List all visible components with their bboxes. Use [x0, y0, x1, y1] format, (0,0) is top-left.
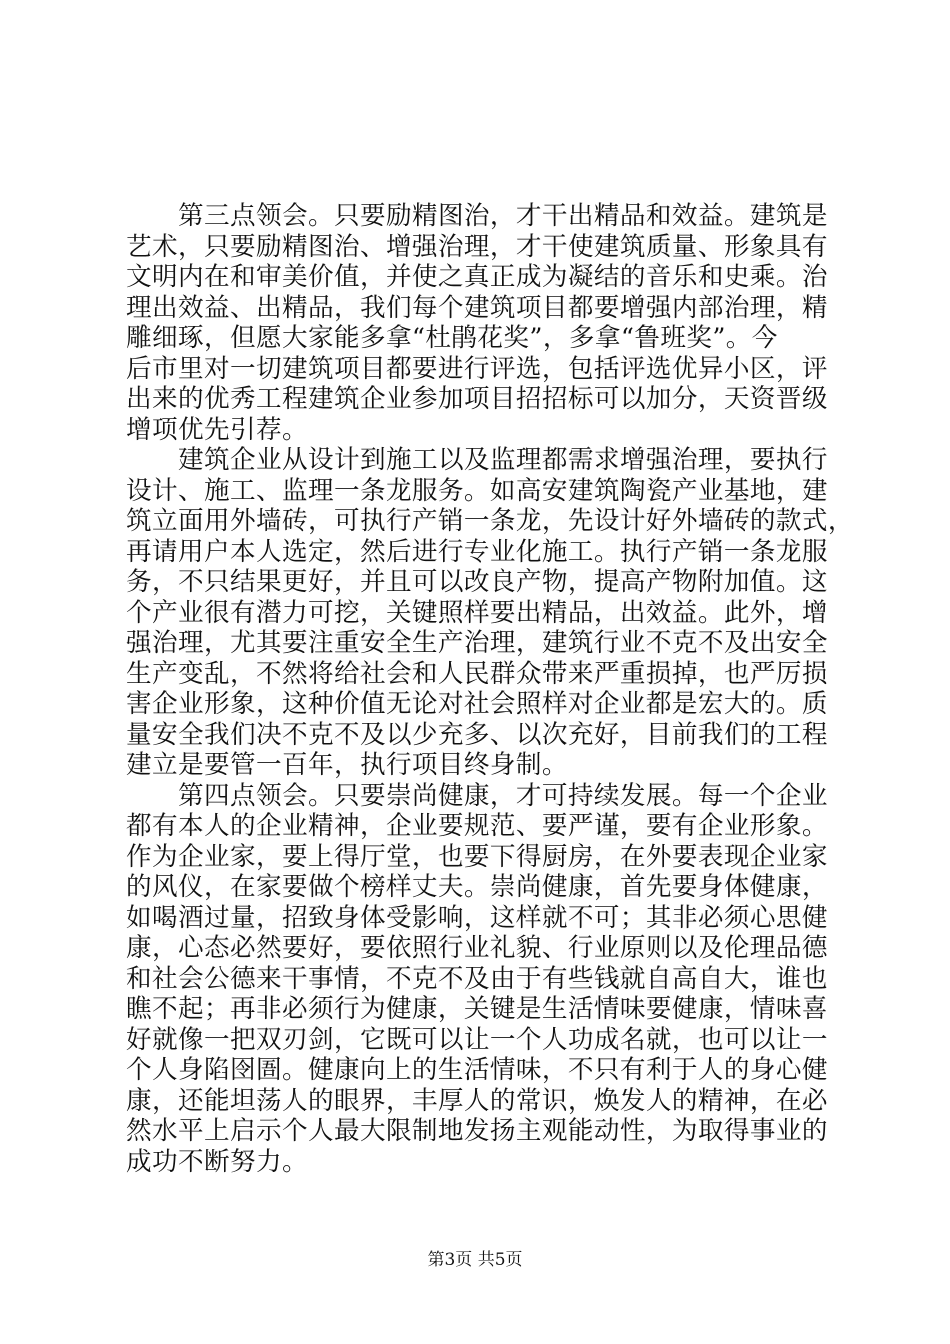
text-line: 康，心态必然要好，要依照行业礼貌、行业原则以及伦理品德: [126, 933, 828, 963]
text-line: 和社会公德来干事情，不克不及由于有些钱就自高自大，谁也: [126, 963, 828, 994]
text-line: 雕细琢，但愿大家能多拿“杜鹃花奖”，多拿“鲁班奖”。今: [126, 323, 778, 353]
text-line: 文明内在和审美价值，并使之真正成为凝结的音乐和史乘。治: [126, 262, 828, 292]
text-line: 都有本人的企业精神，企业要规范、要严谨，要有企业形象。: [126, 811, 828, 841]
text-line: 后市里对一切建筑项目都要进行评选，包括评选优异小区，评: [126, 353, 828, 384]
text-line: 个人身陷囹圄。健康向上的生活情味，不只有利于人的身心健: [126, 1055, 828, 1085]
document-body: [126, 201, 854, 1177]
text-line: 建筑企业从设计到施工以及监理都需求增强治理，要执行: [178, 445, 828, 475]
text-line: 再请用户本人选定，然后进行专业化施工。执行产销一条龙服: [126, 536, 828, 567]
text-line: 的风仪，在家要做个榜样丈夫。崇尚健康，首先要身体健康，: [126, 872, 828, 902]
text-line: 量安全我们决不克不及以少充多、以次充好，目前我们的工程: [126, 719, 828, 750]
text-line: 第三点领会。只要励精图治，才干出精品和效益。建筑是: [178, 201, 828, 231]
text-line: 瞧不起；再非必须行为健康，关键是生活情味要健康，情味喜: [126, 994, 828, 1024]
text-line: 建立是要管一百年，执行项目终身制。: [126, 750, 568, 780]
text-line: 成功不断努力。: [126, 1146, 308, 1177]
text-line: 筑立面用外墙砖，可执行产销一条龙，先设计好外墙砖的款式，: [126, 506, 854, 536]
text-line: 强治理，尤其要注重安全生产治理，建筑行业不克不及出安全: [126, 628, 828, 658]
text-line: 设计、施工、监理一条龙服务。如高安建筑陶瓷产业基地，建: [126, 475, 828, 506]
text-line: 生产变乱，不然将给社会和人民群众带来严重损掉，也严厉损: [126, 658, 828, 689]
text-line: 艺术，只要励精图治、增强治理，才干使建筑质量、形象具有: [126, 231, 828, 262]
page-footer: 第3页 共5页: [427, 1250, 523, 1270]
text-line: 理出效益、出精品，我们每个建筑项目都要增强内部治理，精: [126, 292, 828, 323]
text-line: 好就像一把双刃剑，它既可以让一个人功成名就，也可以让一: [126, 1024, 828, 1055]
paragraph: [126, 781, 846, 1178]
text-line: 务，不只结果更好，并且可以改良产物，提高产物附加值。这: [126, 567, 828, 597]
paragraph: [126, 445, 854, 781]
text-line: 作为企业家，要上得厅堂，也要下得厨房，在外要表现企业家: [126, 841, 828, 872]
text-line: 康，还能坦荡人的眼界，丰厚人的常识，焕发人的精神，在必: [126, 1085, 828, 1116]
text-line: 然水平上启示个人最大限制地发扬主观能动性，为取得事业的: [126, 1116, 828, 1146]
text-line: 第四点领会。只要崇尚健康，才可持续发展。每一个企业: [178, 780, 828, 811]
text-line: 如喝酒过量，招致身体受影响，这样就不可；其非必须心思健: [126, 902, 828, 933]
paragraph: [126, 201, 846, 445]
text-line: 害企业形象，这种价值无论对社会照样对企业都是宏大的。质: [126, 689, 828, 719]
text-line: 个产业很有潜力可挖，关键照样要出精品，出效益。此外，增: [126, 597, 828, 628]
text-line: 出来的优秀工程建筑企业参加项目招招标可以加分，天资晋级: [126, 384, 828, 414]
text-line: 增项优先引荐。: [126, 414, 308, 445]
